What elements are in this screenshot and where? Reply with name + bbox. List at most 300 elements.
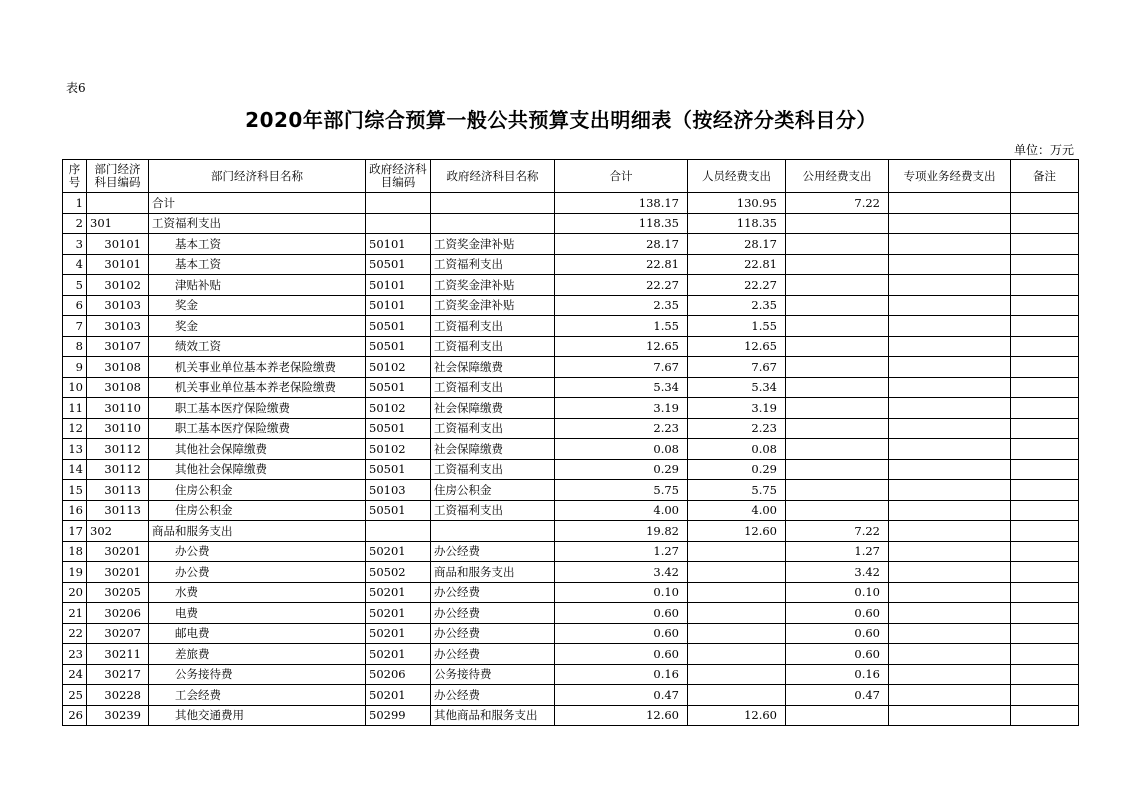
header-gov-name: 政府经济科目名称 bbox=[431, 160, 555, 193]
cell-personnel bbox=[688, 541, 786, 562]
cell-public: 0.47 bbox=[786, 685, 889, 706]
header-remark: 备注 bbox=[1011, 160, 1079, 193]
cell-gov-name: 办公经费 bbox=[431, 623, 555, 644]
cell-dept-name: 工会经费 bbox=[149, 685, 366, 706]
cell-gov-name: 商品和服务支出 bbox=[431, 562, 555, 583]
cell-public bbox=[786, 234, 889, 255]
cell-personnel bbox=[688, 603, 786, 624]
cell-seq: 24 bbox=[63, 664, 87, 685]
cell-public bbox=[786, 357, 889, 378]
cell-seq: 16 bbox=[63, 500, 87, 521]
cell-gov-name: 社会保障缴费 bbox=[431, 398, 555, 419]
cell-seq: 5 bbox=[63, 275, 87, 296]
cell-personnel bbox=[688, 562, 786, 583]
header-dept-name: 部门经济科目名称 bbox=[149, 160, 366, 193]
cell-personnel: 12.60 bbox=[688, 705, 786, 726]
table-row bbox=[63, 213, 1079, 234]
cell-seq: 6 bbox=[63, 295, 87, 316]
table-row bbox=[63, 357, 1079, 378]
cell-remark bbox=[1011, 459, 1079, 480]
table-body bbox=[63, 193, 1079, 726]
table-row bbox=[63, 541, 1079, 562]
cell-dept-name: 职工基本医疗保险缴费 bbox=[149, 418, 366, 439]
cell-dept-code: 302 bbox=[87, 521, 149, 542]
cell-dept-name: 机关事业单位基本养老保险缴费 bbox=[149, 357, 366, 378]
cell-remark bbox=[1011, 644, 1079, 665]
cell-dept-code: 30103 bbox=[87, 295, 149, 316]
cell-dept-name: 其他交通费用 bbox=[149, 705, 366, 726]
cell-gov-code: 50102 bbox=[366, 398, 431, 419]
cell-total: 138.17 bbox=[555, 193, 688, 214]
cell-personnel: 0.29 bbox=[688, 459, 786, 480]
table-row bbox=[63, 664, 1079, 685]
cell-special bbox=[889, 541, 1011, 562]
cell-total: 5.34 bbox=[555, 377, 688, 398]
cell-remark bbox=[1011, 685, 1079, 706]
cell-seq: 9 bbox=[63, 357, 87, 378]
cell-dept-code: 30228 bbox=[87, 685, 149, 706]
cell-personnel: 28.17 bbox=[688, 234, 786, 255]
cell-gov-name: 办公经费 bbox=[431, 644, 555, 665]
cell-personnel: 118.35 bbox=[688, 213, 786, 234]
cell-remark bbox=[1011, 254, 1079, 275]
cell-personnel: 0.08 bbox=[688, 439, 786, 460]
cell-public bbox=[786, 418, 889, 439]
cell-total: 1.27 bbox=[555, 541, 688, 562]
cell-seq: 7 bbox=[63, 316, 87, 337]
cell-gov-code: 50201 bbox=[366, 644, 431, 665]
cell-personnel bbox=[688, 685, 786, 706]
cell-seq: 1 bbox=[63, 193, 87, 214]
cell-personnel: 12.60 bbox=[688, 521, 786, 542]
cell-total: 1.55 bbox=[555, 316, 688, 337]
table-row bbox=[63, 644, 1079, 665]
cell-gov-name: 工资奖金津补贴 bbox=[431, 295, 555, 316]
cell-gov-name: 工资福利支出 bbox=[431, 254, 555, 275]
cell-remark bbox=[1011, 521, 1079, 542]
cell-special bbox=[889, 623, 1011, 644]
cell-dept-code: 30113 bbox=[87, 500, 149, 521]
cell-dept-code: 30108 bbox=[87, 357, 149, 378]
cell-dept-code: 30206 bbox=[87, 603, 149, 624]
cell-special bbox=[889, 398, 1011, 419]
cell-dept-code: 30207 bbox=[87, 623, 149, 644]
cell-dept-name: 津贴补贴 bbox=[149, 275, 366, 296]
unit-label: 单位：万元 bbox=[1013, 143, 1074, 157]
cell-dept-name: 邮电费 bbox=[149, 623, 366, 644]
cell-public: 0.60 bbox=[786, 644, 889, 665]
cell-gov-name: 社会保障缴费 bbox=[431, 357, 555, 378]
cell-special bbox=[889, 213, 1011, 234]
cell-special bbox=[889, 275, 1011, 296]
cell-gov-name: 社会保障缴费 bbox=[431, 439, 555, 460]
cell-total: 12.65 bbox=[555, 336, 688, 357]
cell-remark bbox=[1011, 562, 1079, 583]
cell-seq: 14 bbox=[63, 459, 87, 480]
cell-dept-name: 办公费 bbox=[149, 562, 366, 583]
cell-total: 5.75 bbox=[555, 480, 688, 501]
cell-gov-code: 50201 bbox=[366, 582, 431, 603]
cell-seq: 10 bbox=[63, 377, 87, 398]
cell-personnel: 4.00 bbox=[688, 500, 786, 521]
cell-dept-name: 差旅费 bbox=[149, 644, 366, 665]
cell-gov-code: 50206 bbox=[366, 664, 431, 685]
cell-special bbox=[889, 582, 1011, 603]
cell-total: 0.47 bbox=[555, 685, 688, 706]
cell-total: 4.00 bbox=[555, 500, 688, 521]
cell-dept-name: 其他社会保障缴费 bbox=[149, 439, 366, 460]
cell-remark bbox=[1011, 439, 1079, 460]
cell-special bbox=[889, 295, 1011, 316]
cell-gov-code: 50501 bbox=[366, 316, 431, 337]
cell-personnel: 12.65 bbox=[688, 336, 786, 357]
cell-dept-name: 基本工资 bbox=[149, 234, 366, 255]
cell-dept-code: 30110 bbox=[87, 418, 149, 439]
cell-remark bbox=[1011, 480, 1079, 501]
table-row bbox=[63, 418, 1079, 439]
cell-remark bbox=[1011, 357, 1079, 378]
cell-gov-name: 办公经费 bbox=[431, 603, 555, 624]
cell-dept-code: 30101 bbox=[87, 254, 149, 275]
cell-dept-name: 商品和服务支出 bbox=[149, 521, 366, 542]
cell-personnel: 22.27 bbox=[688, 275, 786, 296]
cell-public bbox=[786, 336, 889, 357]
table-row bbox=[63, 336, 1079, 357]
page-title: 2020年部门综合预算一般公共预算支出明细表（按经济分类科目分） bbox=[245, 108, 877, 132]
cell-gov-name bbox=[431, 213, 555, 234]
table-number: 表6 bbox=[66, 81, 86, 95]
cell-dept-code: 30107 bbox=[87, 336, 149, 357]
cell-public: 1.27 bbox=[786, 541, 889, 562]
cell-personnel bbox=[688, 664, 786, 685]
cell-gov-code: 50201 bbox=[366, 623, 431, 644]
cell-public bbox=[786, 439, 889, 460]
cell-public bbox=[786, 480, 889, 501]
cell-gov-code: 50101 bbox=[366, 234, 431, 255]
cell-seq: 2 bbox=[63, 213, 87, 234]
cell-seq: 26 bbox=[63, 705, 87, 726]
cell-gov-name bbox=[431, 521, 555, 542]
table-row bbox=[63, 377, 1079, 398]
cell-public bbox=[786, 213, 889, 234]
cell-dept-name: 公务接待费 bbox=[149, 664, 366, 685]
cell-dept-code: 301 bbox=[87, 213, 149, 234]
cell-special bbox=[889, 500, 1011, 521]
cell-dept-code: 30112 bbox=[87, 439, 149, 460]
cell-dept-code: 30201 bbox=[87, 562, 149, 583]
cell-gov-code: 50501 bbox=[366, 418, 431, 439]
cell-public bbox=[786, 377, 889, 398]
cell-gov-code: 50102 bbox=[366, 357, 431, 378]
cell-special bbox=[889, 439, 1011, 460]
cell-total: 118.35 bbox=[555, 213, 688, 234]
cell-seq: 22 bbox=[63, 623, 87, 644]
cell-remark bbox=[1011, 377, 1079, 398]
cell-gov-code: 50201 bbox=[366, 541, 431, 562]
cell-special bbox=[889, 357, 1011, 378]
cell-remark bbox=[1011, 275, 1079, 296]
cell-remark bbox=[1011, 500, 1079, 521]
cell-gov-name: 公务接待费 bbox=[431, 664, 555, 685]
cell-total: 0.60 bbox=[555, 623, 688, 644]
cell-remark bbox=[1011, 418, 1079, 439]
cell-gov-code: 50101 bbox=[366, 295, 431, 316]
cell-total: 7.67 bbox=[555, 357, 688, 378]
cell-public bbox=[786, 295, 889, 316]
table-row bbox=[63, 234, 1079, 255]
cell-dept-name: 住房公积金 bbox=[149, 500, 366, 521]
cell-dept-code: 30108 bbox=[87, 377, 149, 398]
cell-public bbox=[786, 459, 889, 480]
cell-dept-code: 30217 bbox=[87, 664, 149, 685]
cell-gov-name: 工资福利支出 bbox=[431, 316, 555, 337]
cell-total: 28.17 bbox=[555, 234, 688, 255]
cell-total: 2.35 bbox=[555, 295, 688, 316]
cell-public: 0.60 bbox=[786, 603, 889, 624]
cell-gov-name: 工资福利支出 bbox=[431, 459, 555, 480]
cell-gov-code: 50501 bbox=[366, 254, 431, 275]
cell-total: 0.60 bbox=[555, 644, 688, 665]
header-row bbox=[63, 160, 1079, 193]
cell-remark bbox=[1011, 295, 1079, 316]
cell-dept-name: 奖金 bbox=[149, 295, 366, 316]
cell-remark bbox=[1011, 664, 1079, 685]
cell-public bbox=[786, 275, 889, 296]
cell-total: 0.29 bbox=[555, 459, 688, 480]
cell-dept-name: 工资福利支出 bbox=[149, 213, 366, 234]
cell-gov-code bbox=[366, 213, 431, 234]
cell-personnel bbox=[688, 623, 786, 644]
cell-public bbox=[786, 705, 889, 726]
table-row bbox=[63, 521, 1079, 542]
cell-gov-name: 办公经费 bbox=[431, 541, 555, 562]
cell-total: 0.10 bbox=[555, 582, 688, 603]
expenditure-detail-table bbox=[62, 159, 1079, 726]
cell-public: 0.60 bbox=[786, 623, 889, 644]
cell-dept-name: 办公费 bbox=[149, 541, 366, 562]
cell-personnel: 7.67 bbox=[688, 357, 786, 378]
cell-personnel: 5.75 bbox=[688, 480, 786, 501]
cell-special bbox=[889, 418, 1011, 439]
cell-remark bbox=[1011, 623, 1079, 644]
cell-seq: 23 bbox=[63, 644, 87, 665]
header-personnel: 人员经费支出 bbox=[688, 160, 786, 193]
cell-dept-name: 机关事业单位基本养老保险缴费 bbox=[149, 377, 366, 398]
cell-seq: 8 bbox=[63, 336, 87, 357]
cell-public bbox=[786, 500, 889, 521]
cell-total: 3.42 bbox=[555, 562, 688, 583]
cell-personnel bbox=[688, 644, 786, 665]
table-row bbox=[63, 439, 1079, 460]
cell-special bbox=[889, 377, 1011, 398]
cell-dept-code: 30103 bbox=[87, 316, 149, 337]
cell-gov-name: 其他商品和服务支出 bbox=[431, 705, 555, 726]
cell-dept-name: 其他社会保障缴费 bbox=[149, 459, 366, 480]
cell-special bbox=[889, 459, 1011, 480]
cell-dept-code: 30201 bbox=[87, 541, 149, 562]
cell-public bbox=[786, 254, 889, 275]
cell-personnel: 5.34 bbox=[688, 377, 786, 398]
cell-public: 3.42 bbox=[786, 562, 889, 583]
header-seq: 序号 bbox=[63, 160, 87, 193]
cell-public: 0.16 bbox=[786, 664, 889, 685]
header-gov-code: 政府经济科目编码 bbox=[366, 160, 431, 193]
cell-remark bbox=[1011, 234, 1079, 255]
cell-remark bbox=[1011, 582, 1079, 603]
cell-remark bbox=[1011, 316, 1079, 337]
cell-seq: 17 bbox=[63, 521, 87, 542]
cell-special bbox=[889, 480, 1011, 501]
cell-personnel bbox=[688, 582, 786, 603]
cell-remark bbox=[1011, 705, 1079, 726]
cell-seq: 13 bbox=[63, 439, 87, 460]
table-row bbox=[63, 480, 1079, 501]
cell-seq: 3 bbox=[63, 234, 87, 255]
table-row bbox=[63, 254, 1079, 275]
cell-gov-name: 工资奖金津补贴 bbox=[431, 234, 555, 255]
cell-personnel: 22.81 bbox=[688, 254, 786, 275]
cell-dept-code: 30112 bbox=[87, 459, 149, 480]
cell-gov-code: 50299 bbox=[366, 705, 431, 726]
cell-gov-code: 50501 bbox=[366, 459, 431, 480]
table-row bbox=[63, 275, 1079, 296]
table-row bbox=[63, 582, 1079, 603]
cell-seq: 11 bbox=[63, 398, 87, 419]
table-row bbox=[63, 623, 1079, 644]
cell-gov-code bbox=[366, 521, 431, 542]
cell-special bbox=[889, 705, 1011, 726]
cell-public: 7.22 bbox=[786, 521, 889, 542]
cell-special bbox=[889, 316, 1011, 337]
cell-personnel: 130.95 bbox=[688, 193, 786, 214]
cell-seq: 18 bbox=[63, 541, 87, 562]
table-row bbox=[63, 603, 1079, 624]
cell-remark bbox=[1011, 193, 1079, 214]
table-row bbox=[63, 705, 1079, 726]
cell-dept-code: 30113 bbox=[87, 480, 149, 501]
cell-seq: 4 bbox=[63, 254, 87, 275]
cell-gov-code: 50103 bbox=[366, 480, 431, 501]
cell-gov-name: 工资福利支出 bbox=[431, 418, 555, 439]
cell-special bbox=[889, 521, 1011, 542]
table-row bbox=[63, 193, 1079, 214]
cell-total: 0.60 bbox=[555, 603, 688, 624]
cell-gov-code: 50502 bbox=[366, 562, 431, 583]
table-row bbox=[63, 562, 1079, 583]
cell-dept-name: 基本工资 bbox=[149, 254, 366, 275]
cell-personnel: 3.19 bbox=[688, 398, 786, 419]
table-row bbox=[63, 500, 1079, 521]
cell-dept-name: 奖金 bbox=[149, 316, 366, 337]
cell-personnel: 2.23 bbox=[688, 418, 786, 439]
cell-dept-code: 30102 bbox=[87, 275, 149, 296]
cell-dept-code: 30110 bbox=[87, 398, 149, 419]
cell-gov-name: 工资奖金津补贴 bbox=[431, 275, 555, 296]
header-dept-code: 部门经济科目编码 bbox=[87, 160, 149, 193]
cell-special bbox=[889, 685, 1011, 706]
cell-seq: 21 bbox=[63, 603, 87, 624]
cell-dept-code: 30239 bbox=[87, 705, 149, 726]
cell-personnel: 1.55 bbox=[688, 316, 786, 337]
cell-remark bbox=[1011, 603, 1079, 624]
cell-public: 0.10 bbox=[786, 582, 889, 603]
cell-remark bbox=[1011, 336, 1079, 357]
cell-remark bbox=[1011, 398, 1079, 419]
cell-remark bbox=[1011, 541, 1079, 562]
table-row bbox=[63, 459, 1079, 480]
cell-gov-name: 工资福利支出 bbox=[431, 500, 555, 521]
header-special: 专项业务经费支出 bbox=[889, 160, 1011, 193]
cell-remark bbox=[1011, 213, 1079, 234]
cell-total: 2.23 bbox=[555, 418, 688, 439]
cell-total: 0.08 bbox=[555, 439, 688, 460]
cell-seq: 12 bbox=[63, 418, 87, 439]
cell-personnel: 2.35 bbox=[688, 295, 786, 316]
cell-dept-code: 30211 bbox=[87, 644, 149, 665]
cell-public: 7.22 bbox=[786, 193, 889, 214]
cell-dept-name: 职工基本医疗保险缴费 bbox=[149, 398, 366, 419]
cell-dept-code: 30205 bbox=[87, 582, 149, 603]
cell-dept-name: 水费 bbox=[149, 582, 366, 603]
cell-gov-name: 工资福利支出 bbox=[431, 336, 555, 357]
header-total: 合计 bbox=[555, 160, 688, 193]
cell-gov-name: 办公经费 bbox=[431, 582, 555, 603]
cell-gov-name: 住房公积金 bbox=[431, 480, 555, 501]
cell-seq: 15 bbox=[63, 480, 87, 501]
cell-gov-name bbox=[431, 193, 555, 214]
cell-total: 12.60 bbox=[555, 705, 688, 726]
cell-special bbox=[889, 664, 1011, 685]
cell-public bbox=[786, 398, 889, 419]
table-row bbox=[63, 295, 1079, 316]
cell-special bbox=[889, 234, 1011, 255]
cell-gov-code: 50201 bbox=[366, 685, 431, 706]
cell-public bbox=[786, 316, 889, 337]
cell-gov-code: 50501 bbox=[366, 377, 431, 398]
cell-special bbox=[889, 193, 1011, 214]
cell-gov-code: 50501 bbox=[366, 336, 431, 357]
cell-seq: 25 bbox=[63, 685, 87, 706]
cell-total: 3.19 bbox=[555, 398, 688, 419]
cell-dept-name: 电费 bbox=[149, 603, 366, 624]
cell-special bbox=[889, 254, 1011, 275]
cell-gov-code: 50501 bbox=[366, 500, 431, 521]
cell-gov-name: 办公经费 bbox=[431, 685, 555, 706]
cell-seq: 19 bbox=[63, 562, 87, 583]
cell-dept-code: 30101 bbox=[87, 234, 149, 255]
header-public: 公用经费支出 bbox=[786, 160, 889, 193]
cell-gov-name: 工资福利支出 bbox=[431, 377, 555, 398]
cell-seq: 20 bbox=[63, 582, 87, 603]
cell-gov-code: 50201 bbox=[366, 603, 431, 624]
table-row bbox=[63, 685, 1079, 706]
cell-dept-name: 住房公积金 bbox=[149, 480, 366, 501]
cell-dept-name: 合计 bbox=[149, 193, 366, 214]
cell-gov-code: 50102 bbox=[366, 439, 431, 460]
table-row bbox=[63, 316, 1079, 337]
cell-dept-name: 绩效工资 bbox=[149, 336, 366, 357]
cell-total: 22.81 bbox=[555, 254, 688, 275]
cell-total: 19.82 bbox=[555, 521, 688, 542]
cell-special bbox=[889, 603, 1011, 624]
cell-special bbox=[889, 562, 1011, 583]
cell-total: 0.16 bbox=[555, 664, 688, 685]
cell-gov-code: 50101 bbox=[366, 275, 431, 296]
cell-special bbox=[889, 336, 1011, 357]
cell-total: 22.27 bbox=[555, 275, 688, 296]
cell-gov-code bbox=[366, 193, 431, 214]
cell-dept-code bbox=[87, 193, 149, 214]
